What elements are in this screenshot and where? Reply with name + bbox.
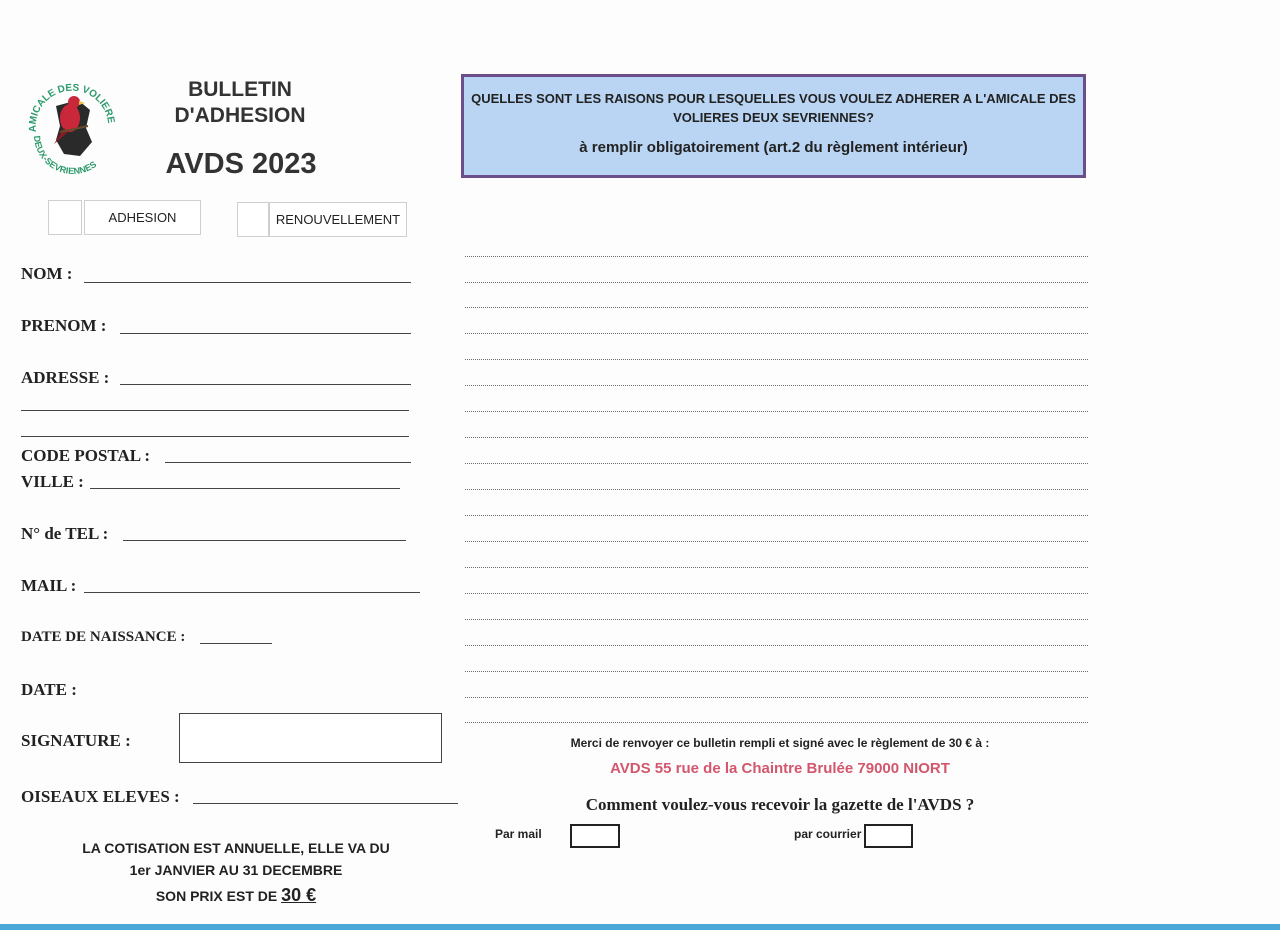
reason-line[interactable] <box>465 256 1088 257</box>
title-year: AVDS 2023 <box>165 148 317 180</box>
tel-input[interactable] <box>123 540 406 541</box>
reasons-required-note: à remplir obligatoirement (art.2 du règlement intérieur) <box>579 139 968 156</box>
reasons-header-box <box>461 74 1086 178</box>
cotisation-line-1: LA COTISATION EST ANNUELLE, ELLE VA DU <box>82 840 390 856</box>
nom-input[interactable] <box>84 282 411 283</box>
gazette-question: Comment voulez-vous recevoir la gazette de l'AVDS ? <box>585 795 975 814</box>
return-instructions: Merci de renvoyer ce bulletin rempli et signé avec le règlement de 30 € à : <box>570 736 990 750</box>
prenom-input[interactable] <box>120 333 411 334</box>
reason-line[interactable] <box>465 541 1088 542</box>
reason-line[interactable] <box>465 489 1088 490</box>
mail-label: MAIL : <box>21 576 77 595</box>
oiseaux-input[interactable] <box>193 803 458 804</box>
avds-logo <box>24 70 120 180</box>
logo-text-bottom: DEUX-SEVRIENNES <box>31 135 99 177</box>
code-postal-input[interactable] <box>165 462 411 463</box>
reason-line[interactable] <box>465 671 1088 672</box>
reason-line[interactable] <box>465 411 1088 412</box>
prenom-label: PRENOM : <box>21 316 107 335</box>
tel-label: N° de TEL : <box>21 524 109 543</box>
renouvellement-checkbox[interactable] <box>237 202 269 237</box>
title-bulletin: BULLETIN <box>188 78 292 101</box>
code-postal-label: CODE POSTAL : <box>21 446 151 465</box>
reason-line[interactable] <box>465 359 1088 360</box>
adhesion-checkbox[interactable] <box>48 200 82 235</box>
reason-line[interactable] <box>465 437 1088 438</box>
cotisation-price-line <box>40 885 432 906</box>
naissance-label: DATE DE NAISSANCE : <box>21 629 186 645</box>
reason-line[interactable] <box>465 619 1088 620</box>
adresse-label: ADRESSE : <box>21 368 110 387</box>
return-address: AVDS 55 rue de la Chaintre Brulée 79000 NIORT <box>610 760 950 777</box>
reason-line[interactable] <box>465 722 1088 723</box>
cotisation-price-prefix: SON PRIX EST DE <box>155 888 282 904</box>
ville-input[interactable] <box>90 488 400 489</box>
adresse-input-2[interactable] <box>21 410 409 411</box>
reason-line[interactable] <box>465 307 1088 308</box>
date-label: DATE : <box>21 680 77 699</box>
cotisation-line-2: 1er JANVIER AU 31 DECEMBRE <box>129 862 343 878</box>
scan-edge-band <box>0 924 1280 930</box>
par-mail-checkbox[interactable] <box>570 824 620 848</box>
ville-label: VILLE : <box>21 472 84 491</box>
reason-line[interactable] <box>465 567 1088 568</box>
reason-line[interactable] <box>465 282 1088 283</box>
par-courrier-label: par courrier <box>794 827 862 841</box>
reasons-question-line-1: QUELLES SONT LES RAISONS POUR LESQUELLES VOUS VOULEZ ADHERER A L'AMICALE DES <box>471 91 1076 106</box>
oiseaux-label: OISEAUX ELEVES : <box>21 787 180 806</box>
par-courrier-checkbox[interactable] <box>864 824 913 848</box>
reason-line[interactable] <box>465 593 1088 594</box>
nom-label: NOM : <box>21 264 73 283</box>
adresse-input-1[interactable] <box>120 384 411 385</box>
logo-text-top: AMICALE DES VOLIERE <box>27 82 117 133</box>
mail-input[interactable] <box>84 592 420 593</box>
title-adhesion: D'ADHESION <box>174 104 306 127</box>
reason-line[interactable] <box>465 645 1088 646</box>
reason-line[interactable] <box>465 463 1088 464</box>
renouvellement-label: RENOUVELLEMENT <box>269 202 407 237</box>
cotisation-price: 30 € <box>281 885 317 905</box>
reason-line[interactable] <box>465 515 1088 516</box>
par-mail-label: Par mail <box>495 827 542 841</box>
reason-line[interactable] <box>465 333 1088 334</box>
reason-line[interactable] <box>465 385 1088 386</box>
naissance-input[interactable] <box>200 643 272 644</box>
signature-box[interactable] <box>179 713 442 763</box>
adhesion-label: ADHESION <box>84 200 201 235</box>
reason-line[interactable] <box>465 697 1088 698</box>
reasons-question-line-2: VOLIERES DEUX SEVRIENNES? <box>673 110 874 125</box>
adresse-input-3[interactable] <box>21 436 409 437</box>
signature-label: SIGNATURE : <box>21 731 131 750</box>
